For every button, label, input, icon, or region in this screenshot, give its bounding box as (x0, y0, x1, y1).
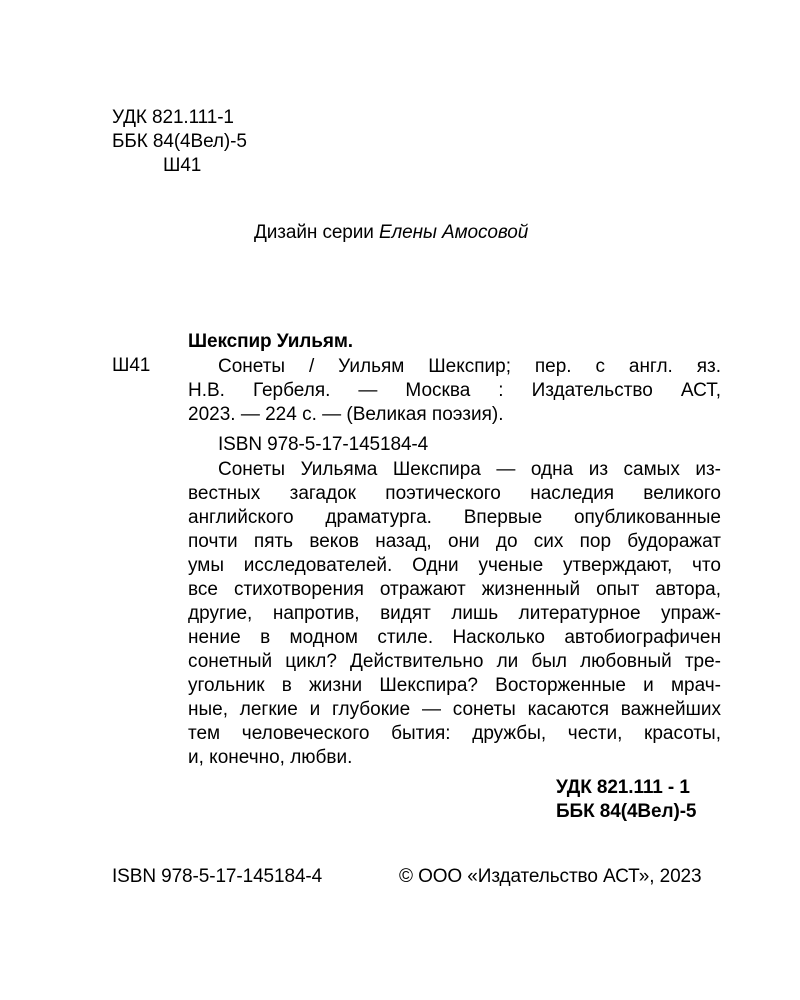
record-udk: УДК 821.111 - 1 (556, 777, 690, 798)
annotation-line: Сонеты Уильяма Шекспира — одна из самых из- (218, 459, 721, 480)
biblio-line: Н.В. Гербеля. — Москва : Издательство АСТ, (188, 380, 721, 401)
header-bbk: ББК 84(4Вел)-5 (112, 131, 247, 152)
footer-copyright: © ООО «Издательство АСТ», 2023 (399, 866, 702, 887)
record-isbn: ISBN 978-5-17-145184-4 (218, 434, 429, 455)
header-author-code: Ш41 (163, 155, 202, 176)
annotation-line: все стихотворения отражают жизненный опыт автора, (188, 579, 721, 600)
footer-isbn: ISBN 978-5-17-145184-4 (112, 866, 323, 887)
record-author: Шекспир Уильям. (188, 331, 353, 352)
biblio-line: 2023. — 224 с. — (Великая поэзия). (188, 404, 504, 425)
annotation-line: ные, легкие и глубокие — сонеты касаются важнейших (188, 699, 721, 720)
annotation-line: английского драматурга. Впервые опубликованные (188, 507, 721, 528)
record-bbk: ББК 84(4Вел)-5 (556, 801, 697, 822)
series-design-credit (254, 222, 528, 244)
biblio-line: Сонеты / Уильям Шекспир; пер. с англ. яз. (218, 356, 721, 377)
annotation-line: угольник в жизни Шекспира? Восторженные и мрач- (188, 675, 721, 696)
annotation-line: вестных загадок поэтического наследия великого (188, 483, 721, 504)
annotation-line: почти пять веков назад, они до сих пор будоражат (188, 531, 721, 552)
annotation-line: умы исследователей. Одни ученые утверждают, что (188, 555, 721, 576)
designer-name: Елены Амосовой (378, 222, 529, 243)
design-prefix: Дизайн серии (254, 222, 379, 243)
annotation-line: сонетный цикл? Действительно ли был любовный тре- (188, 651, 721, 672)
annotation-line: тем человеческого бытия: дружбы, чести, красоты, (188, 723, 721, 744)
record-author-code: Ш41 (112, 355, 151, 376)
header-udk: УДК 821.111-1 (112, 107, 234, 128)
annotation-line: другие, напротив, видят лишь литературное упраж- (188, 603, 721, 624)
annotation-line: нение в модном стиле. Насколько автобиографичен (188, 627, 721, 648)
annotation-line: и, конечно, любви. (188, 747, 353, 768)
